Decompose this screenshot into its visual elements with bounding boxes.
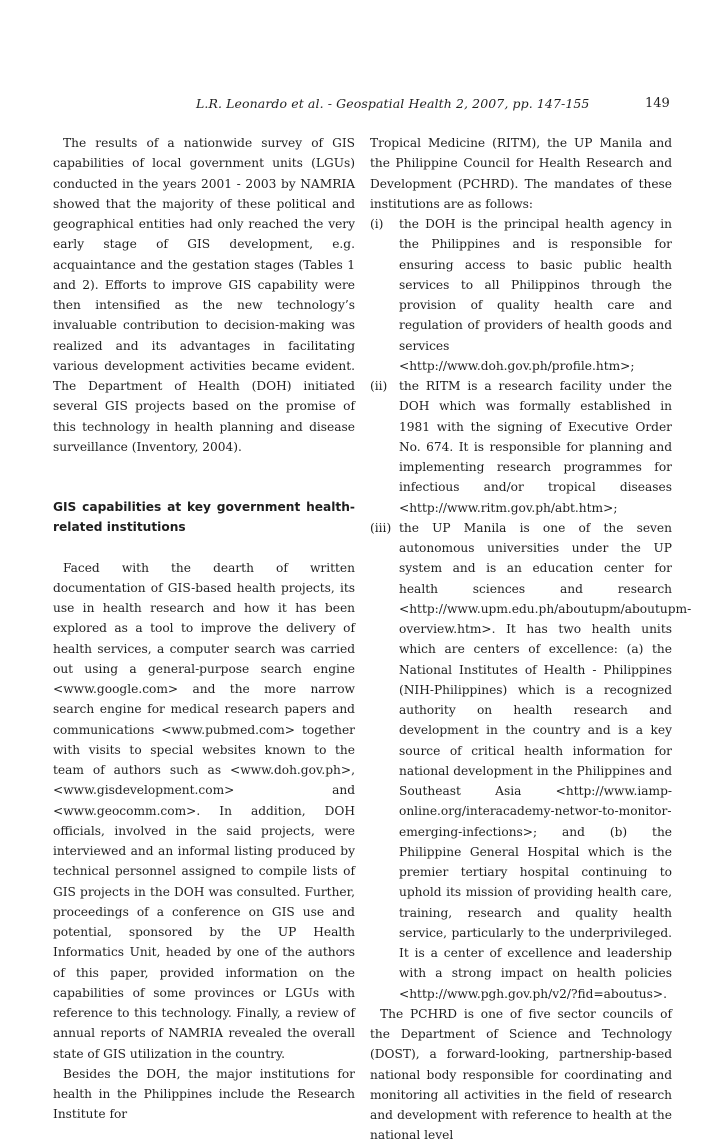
list-marker: (i) [370,217,384,231]
list-item-text: the DOH is the principal health agency in the Philippines and is responsible for ensuring access to basic public health services to all Philippinos through the provision of quality health care and regulation of providers of health goods and services <http://www.doh.gov.ph/profile.htm>; [399,217,672,373]
running-header: L.R. Leonardo et al. - Geospatial Health 2, 2007, pp. 147-155 [196,96,590,111]
paragraph-pchrd: The PCHRD is one of five sector councils of the Department of Science and Technology (DOST), a forward-looking, partnership-based national body responsible for coordinating and monitoring all activities in the field of research and development with reference to health at the national level [370,1006,672,1143]
page-number: 149 [645,96,670,111]
list-item-text: the UP Manila is one of the seven autonomous universities under the UP system and is an education center for health sciences and research <http://www.upm.edu.ph/aboutupm/aboutupm-overview.htm>. It has two health units which are centers of excellence: (a) the National Institutes of Health - Philippines (NIH-Philippines) which is a recognized authority on health research and development in the country and is a key source of critical health information for national development in the Philippines and Southeast Asia <http://www.iamp-online.org/interacademy-networ-to-monitor-emerging-infections>; and (b) the Philippine General Hospital which is the premier tertiary hospital continuing to uphold its mission of providing health care, training, research and quality health service, particularly to the underprivileged. It is a center of excellence and leadership with a strong impact on health policies <http://www.pgh.gov.ph/v2/?fid=aboutus>. [399,520,692,1001]
list-marker: (iii) [370,520,392,535]
paragraph-mandates: Tropical Medicine (RITM), the UP Manila and the Philippine Council for Health Research and Development (PCHRD). The mandates of these institutions are as follows: [370,136,672,211]
list-item-text: the RITM is a research facility under the DOH which was formally established in 1981 with the signing of Executive Order No. 674. It is responsible for planning and implementing research programmes for infectious and/or tropical diseases <http://www.ritm.gov.ph/abt.htm>; [399,379,672,515]
paragraph-institutions-intro: Besides the DOH, the major institutions for health in the Philippines include the Research Institute for [53,1066,355,1122]
paragraph-gis-survey: The results of a nationwide survey of GIS capabilities of local government units (LGUs) conducted in the years 2001 - 2003 by NAMRIA showed that the majority of these political and geographical entities had only reached the very early stage of GIS development, e.g. acquaintance and the gestation stages (Tables 1 and 2). Efforts to improve GIS capability were then intensified as the new technology’s invaluable contribution to decision-making was realized and its advantages in facilitating various development activities became evident. The Department of Health (DOH) initiated several GIS projects based on the promise of this technology in health planning and disease surveillance (Inventory, 2004). [53,136,355,454]
section-spacer [53,457,355,497]
paragraph-search-method: Faced with the dearth of written documentation of GIS-based health projects, its use in health research and how it has been explored as a tool to improve the delivery of health services, a computer search was carried out using a general-purpose search engine <www.google.com> and the more narrow search engine for medical research papers and communications <www.pubmed.com> together with visits to special websites known to the team of authors such as <www.doh.gov.ph>, <www.gisdevelopment.com> and <www.geocomm.com>. In addition, DOH officials, involved in the said projects, were interviewed and an informal listing produced by technical personnel assigned to compile lists of GIS projects in the DOH was consulted. Further, proceedings of a conference on GIS use and potential, sponsored by the UP Health Informatics Unit, headed by one of the authors of this paper, provided information on the capabilities of some provinces or LGUs with reference to this technology. Finally, a review of annual reports of NAMRIA revealed the overall state of GIS utilization in the country. [53,560,355,1061]
section-heading: GIS capabilities at key government health-related institutions [53,500,355,535]
list-item [370,518,692,1004]
left-column [53,133,355,1125]
list-item [370,214,672,376]
heading-spacer [53,538,355,558]
list-item [370,376,672,518]
list-marker: (ii) [370,379,388,393]
